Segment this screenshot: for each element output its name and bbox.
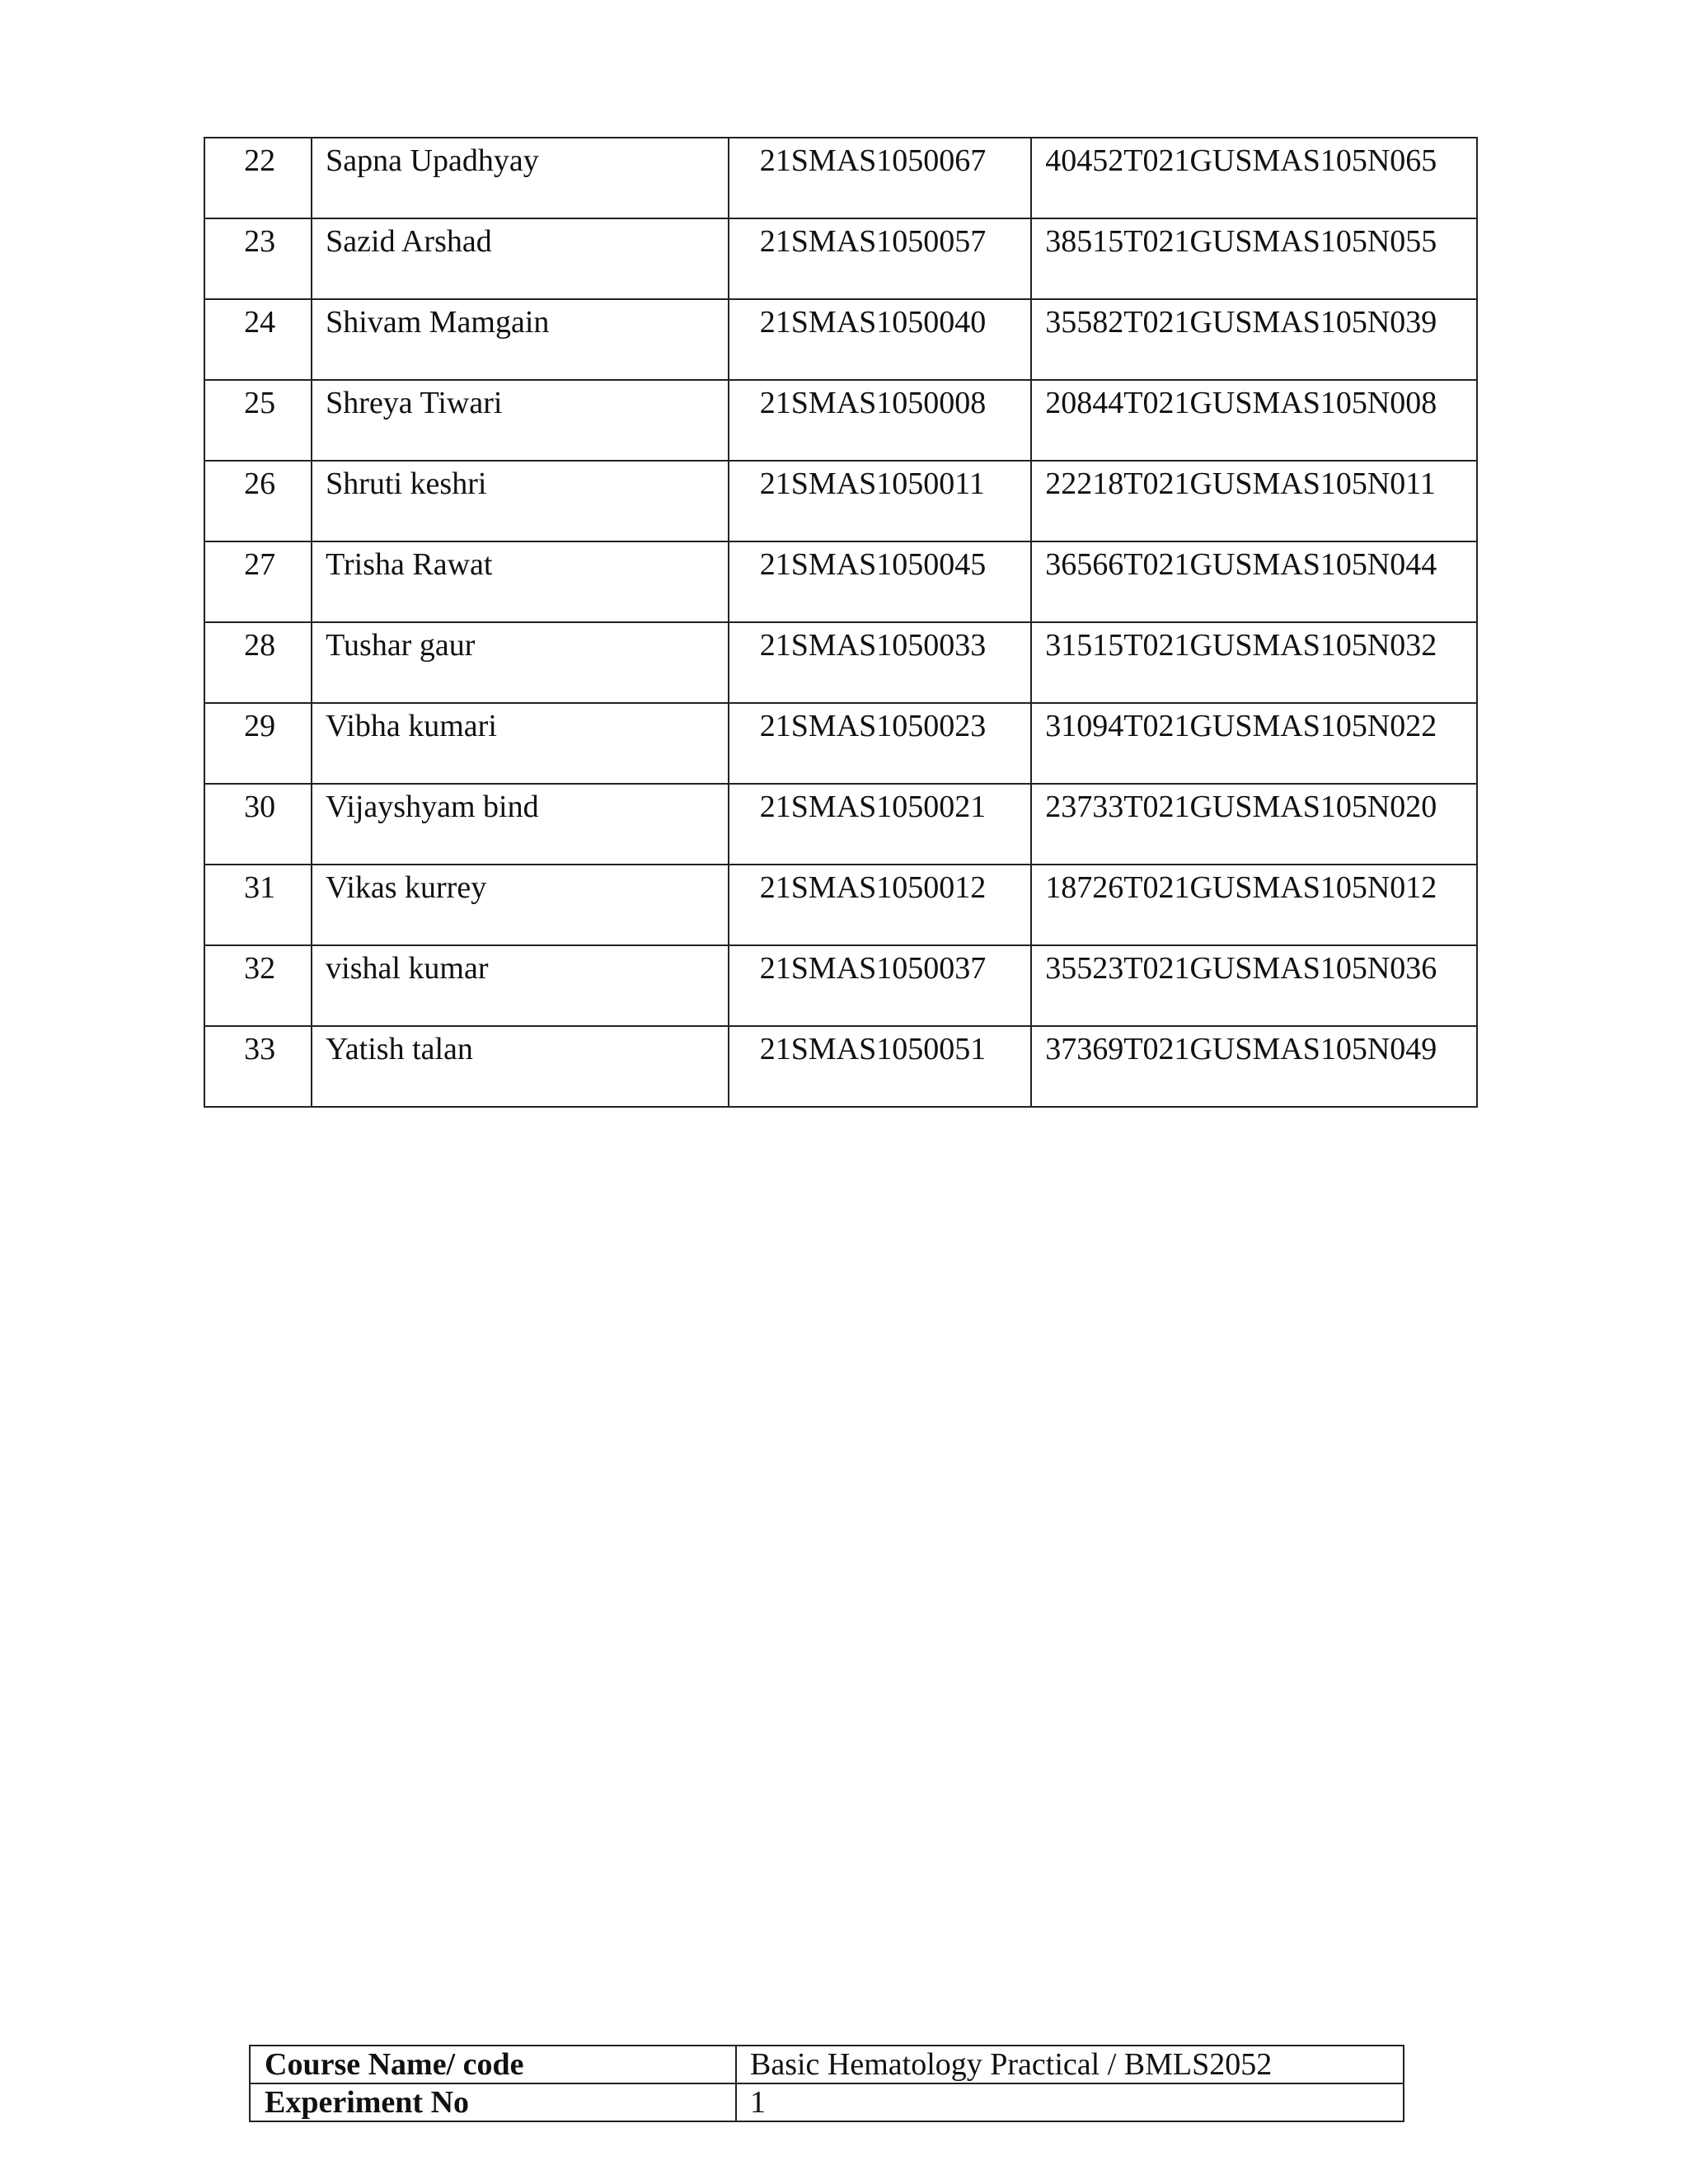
- enrollment-number-cell: [1031, 784, 1477, 865]
- enrollment-number-cell-text: 31094T021GUSMAS105N022: [1045, 709, 1437, 743]
- serial-number-cell: [204, 299, 312, 380]
- roll-number-cell-text: 21SMAS1050023: [759, 709, 987, 743]
- roll-number-cell-text: 21SMAS1050037: [759, 951, 987, 986]
- serial-number-cell: [204, 865, 312, 945]
- enrollment-number-cell-text: 36566T021GUSMAS105N044: [1045, 547, 1437, 582]
- serial-number-cell: [204, 703, 312, 784]
- student-name-cell-text: Trisha Rawat: [326, 547, 493, 582]
- roll-number-cell: [729, 1026, 1031, 1107]
- serial-number-cell-text: 31: [244, 870, 276, 905]
- student-name-cell: [312, 945, 729, 1026]
- serial-number-cell: [204, 380, 312, 461]
- roll-number-cell-text: 21SMAS1050051: [759, 1032, 987, 1066]
- serial-number-cell-text: 26: [244, 466, 276, 501]
- table-row: [204, 138, 1477, 218]
- student-name-cell: [312, 703, 729, 784]
- roll-number-cell-text: 21SMAS1050057: [759, 224, 987, 259]
- enrollment-number-cell: [1031, 138, 1477, 218]
- serial-number-cell-text: 22: [244, 143, 276, 178]
- enrollment-number-cell-text: 37369T021GUSMAS105N049: [1045, 1032, 1437, 1066]
- course-name-row: [250, 2046, 1404, 2083]
- table-row: [204, 218, 1477, 299]
- serial-number-cell-text: 33: [244, 1032, 276, 1066]
- student-name-cell-text: Tushar gaur: [326, 628, 476, 663]
- table-row: [204, 299, 1477, 380]
- experiment-number-label: Experiment No: [250, 2083, 736, 2121]
- serial-number-cell-text: 29: [244, 709, 276, 743]
- enrollment-number-cell-text: 35523T021GUSMAS105N036: [1045, 951, 1437, 986]
- table-row: [204, 945, 1477, 1026]
- table-row: [204, 541, 1477, 622]
- experiment-number-row: [250, 2083, 1404, 2121]
- table-row: [204, 1026, 1477, 1107]
- enrollment-number-cell-text: 40452T021GUSMAS105N065: [1045, 143, 1437, 178]
- roll-number-cell: [729, 703, 1031, 784]
- roll-number-cell: [729, 218, 1031, 299]
- student-name-cell: [312, 1026, 729, 1107]
- enrollment-number-cell: [1031, 461, 1477, 541]
- roll-number-cell-text: 21SMAS1050008: [759, 386, 987, 420]
- roll-number-cell-text: 21SMAS1050012: [759, 870, 987, 905]
- enrollment-number-cell: [1031, 945, 1477, 1026]
- table-row: [204, 461, 1477, 541]
- roll-number-cell: [729, 299, 1031, 380]
- serial-number-cell: [204, 622, 312, 703]
- serial-number-cell: [204, 138, 312, 218]
- student-name-cell-text: vishal kumar: [326, 951, 489, 986]
- enrollment-number-cell-text: 31515T021GUSMAS105N032: [1045, 628, 1437, 663]
- roll-number-cell-text: 21SMAS1050067: [759, 143, 987, 178]
- student-name-cell-text: Sazid Arshad: [326, 224, 492, 259]
- enrollment-number-cell-text: 23733T021GUSMAS105N020: [1045, 790, 1437, 824]
- enrollment-number-cell: [1031, 299, 1477, 380]
- student-name-cell: [312, 865, 729, 945]
- enrollment-number-cell-text: 18726T021GUSMAS105N012: [1045, 870, 1437, 905]
- course-name-value: Basic Hematology Practical / BMLS2052: [736, 2046, 1404, 2083]
- student-name-cell: [312, 461, 729, 541]
- roll-number-cell: [729, 138, 1031, 218]
- enrollment-number-cell: [1031, 380, 1477, 461]
- roll-number-cell: [729, 945, 1031, 1026]
- roll-number-cell: [729, 380, 1031, 461]
- enrollment-number-cell-text: 22218T021GUSMAS105N011: [1045, 466, 1436, 501]
- enrollment-number-cell-text: 35582T021GUSMAS105N039: [1045, 305, 1437, 340]
- student-name-cell-text: Shruti keshri: [326, 466, 487, 501]
- roll-number-cell: [729, 461, 1031, 541]
- student-name-cell-text: Vikas kurrey: [326, 870, 487, 905]
- enrollment-number-cell: [1031, 541, 1477, 622]
- roll-number-cell-text: 21SMAS1050011: [759, 466, 985, 501]
- roll-number-cell: [729, 784, 1031, 865]
- student-name-cell: [312, 138, 729, 218]
- roll-number-cell-text: 21SMAS1050033: [759, 628, 987, 663]
- student-list-body: [204, 138, 1477, 1107]
- serial-number-cell-text: 28: [244, 628, 276, 663]
- student-name-cell-text: Shivam Mamgain: [326, 305, 550, 340]
- serial-number-cell-text: 32: [244, 951, 276, 986]
- serial-number-cell: [204, 784, 312, 865]
- table-row: [204, 784, 1477, 865]
- enrollment-number-cell: [1031, 218, 1477, 299]
- student-name-cell: [312, 784, 729, 865]
- serial-number-cell-text: 30: [244, 790, 276, 824]
- serial-number-cell-text: 27: [244, 547, 276, 582]
- student-name-cell: [312, 380, 729, 461]
- table-row: [204, 380, 1477, 461]
- serial-number-cell: [204, 945, 312, 1026]
- student-name-cell-text: Sapna Upadhyay: [326, 143, 539, 178]
- student-name-cell-text: Vibha kumari: [326, 709, 497, 743]
- enrollment-number-cell: [1031, 622, 1477, 703]
- student-name-cell: [312, 541, 729, 622]
- student-name-cell-text: Yatish talan: [326, 1032, 473, 1066]
- enrollment-number-cell-text: 38515T021GUSMAS105N055: [1045, 224, 1437, 259]
- serial-number-cell: [204, 541, 312, 622]
- experiment-number-value: 1: [736, 2083, 1404, 2121]
- student-name-cell-text: Vijayshyam bind: [326, 790, 539, 824]
- course-name-label: Course Name/ code: [250, 2046, 736, 2083]
- student-name-cell: [312, 299, 729, 380]
- roll-number-cell: [729, 865, 1031, 945]
- course-info-table: [249, 2045, 1404, 2122]
- serial-number-cell-text: 25: [244, 386, 276, 420]
- enrollment-number-cell-text: 20844T021GUSMAS105N008: [1045, 386, 1437, 420]
- table-row: [204, 865, 1477, 945]
- serial-number-cell: [204, 218, 312, 299]
- student-name-cell: [312, 622, 729, 703]
- enrollment-number-cell: [1031, 865, 1477, 945]
- student-name-cell: [312, 218, 729, 299]
- roll-number-cell: [729, 541, 1031, 622]
- serial-number-cell-text: 24: [244, 305, 276, 340]
- roll-number-cell-text: 21SMAS1050021: [759, 790, 987, 824]
- enrollment-number-cell: [1031, 703, 1477, 784]
- serial-number-cell: [204, 1026, 312, 1107]
- student-list-table: [204, 137, 1478, 1108]
- student-name-cell-text: Shreya Tiwari: [326, 386, 503, 420]
- roll-number-cell-text: 21SMAS1050045: [759, 547, 987, 582]
- roll-number-cell: [729, 622, 1031, 703]
- serial-number-cell: [204, 461, 312, 541]
- serial-number-cell-text: 23: [244, 224, 276, 259]
- roll-number-cell-text: 21SMAS1050040: [759, 305, 987, 340]
- table-row: [204, 703, 1477, 784]
- enrollment-number-cell: [1031, 1026, 1477, 1107]
- table-row: [204, 622, 1477, 703]
